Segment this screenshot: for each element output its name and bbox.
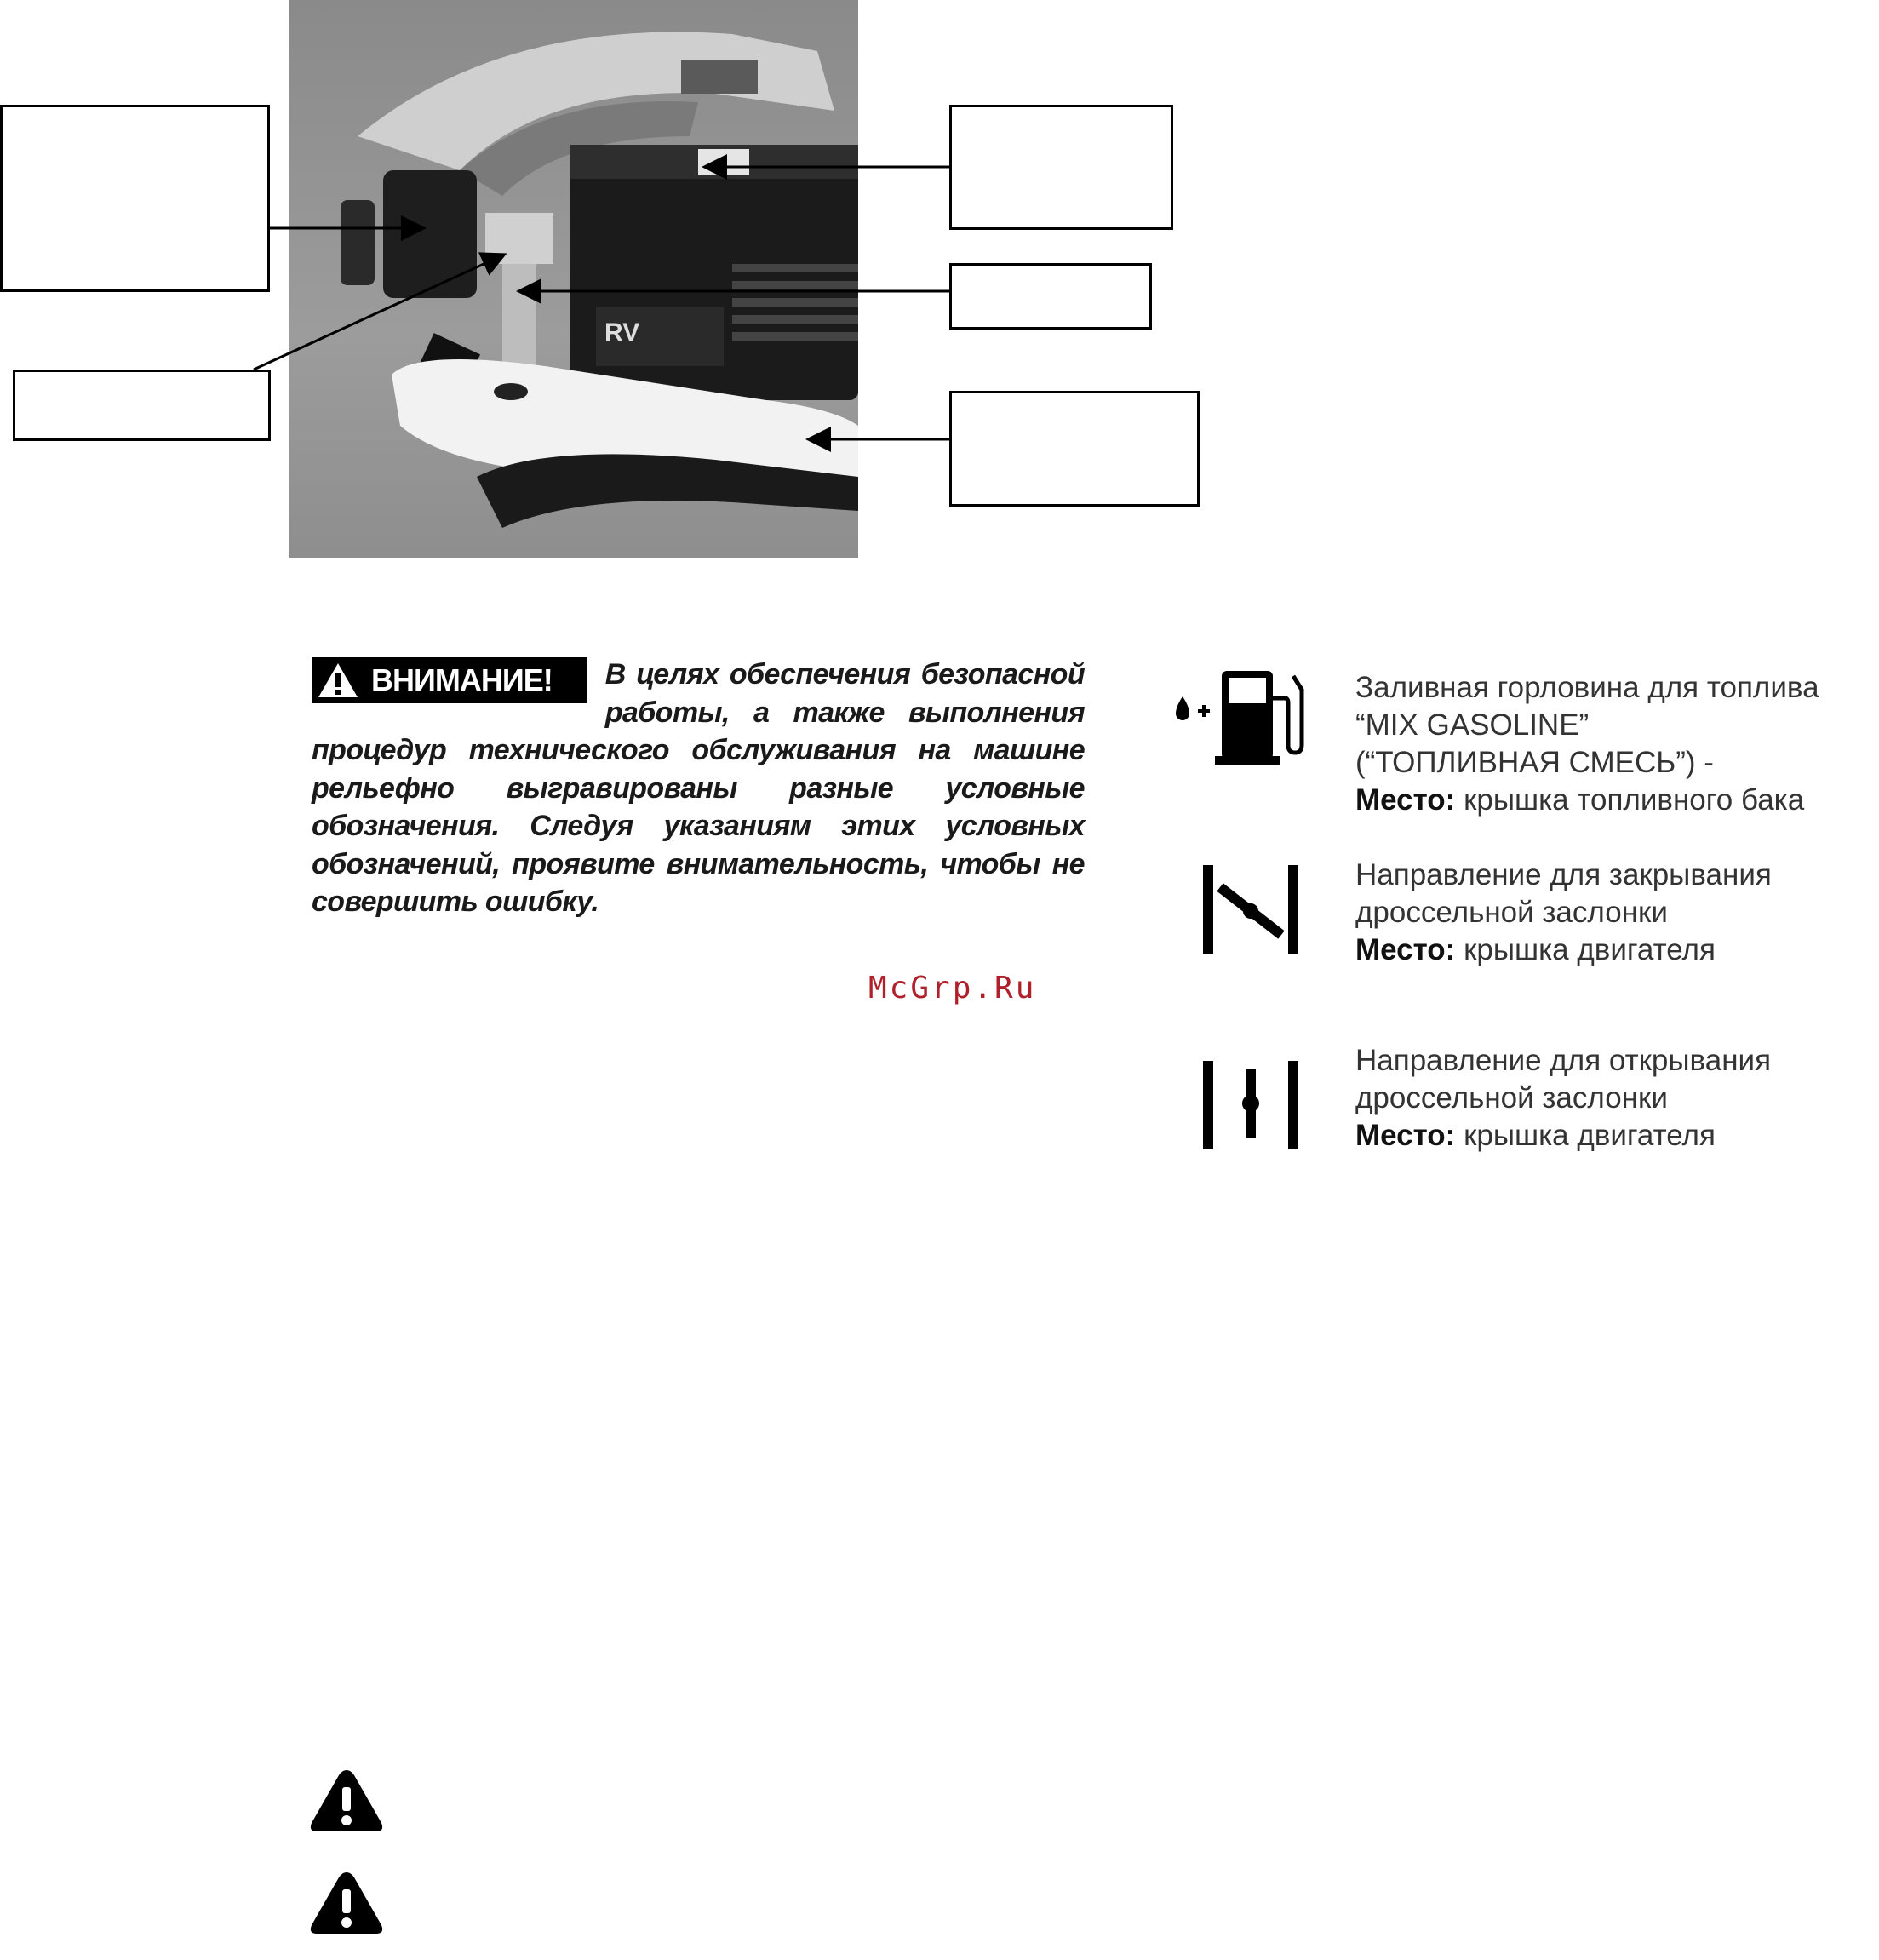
legend-item-choke-open (1355, 1042, 1771, 1155)
watermark: McGrp.Ru (868, 971, 1037, 1006)
machine-photo (289, 0, 858, 558)
legend-fuel-line1: Заливная горловина для топлива (1355, 671, 1819, 704)
callout-mid-left (13, 370, 271, 441)
fuel-mix-icon (1171, 664, 1324, 771)
place-label: Место: (1355, 1119, 1456, 1152)
warning-text: В целях обеспечения безопасной работы, а также выполнения процедур технического обслуживания на машине рельефно выгравированы разные условные обозначения. Следуя указаниям этих условных обозначений, проявите внимательность, чтобы не совершить ошибку. (312, 658, 1085, 918)
legend-open-line2: дроссельной заслонки (1355, 1081, 1668, 1115)
warning-badge-label: ВНИМАНИЕ! (371, 662, 553, 697)
warning-triangle-icon (308, 1767, 385, 1835)
choke-close-icon (1171, 862, 1324, 955)
legend-fuel-place (1355, 782, 1819, 819)
choke-open-icon (1171, 1057, 1324, 1151)
legend-item-choke-close (1355, 857, 1772, 969)
place-value: крышка двигателя (1455, 933, 1716, 966)
callout-mid-right (949, 263, 1152, 330)
place-value: крышка топливного бака (1455, 783, 1805, 817)
legend-fuel-line3: (“ТОПЛИВНАЯ СМЕСЬ”) - (1355, 746, 1714, 779)
legend-close-line1: Направление для закрывания (1355, 858, 1772, 891)
legend-fuel-line2: “MIX GASOLINE” (1355, 708, 1590, 742)
warning-badge (312, 657, 587, 703)
legend-open-place (1355, 1117, 1771, 1155)
callout-bottom-right (949, 391, 1200, 507)
place-label: Место: (1355, 783, 1456, 817)
legend-item-fuel (1355, 669, 1819, 819)
callout-top-right (949, 105, 1173, 230)
warning-triangle-icon (308, 1869, 385, 1937)
legend-close-line2: дроссельной заслонки (1355, 896, 1668, 929)
warning-triangle-icon (317, 662, 359, 699)
callout-top-left (0, 105, 270, 292)
place-label: Место: (1355, 933, 1456, 966)
svg-text:RV: RV (604, 318, 640, 347)
brush-cutter-engine-photo (289, 0, 858, 558)
legend-close-place (1355, 931, 1772, 969)
warning-block (312, 656, 1085, 921)
legend-open-line1: Направление для открывания (1355, 1044, 1772, 1077)
place-value: крышка двигателя (1455, 1119, 1716, 1152)
